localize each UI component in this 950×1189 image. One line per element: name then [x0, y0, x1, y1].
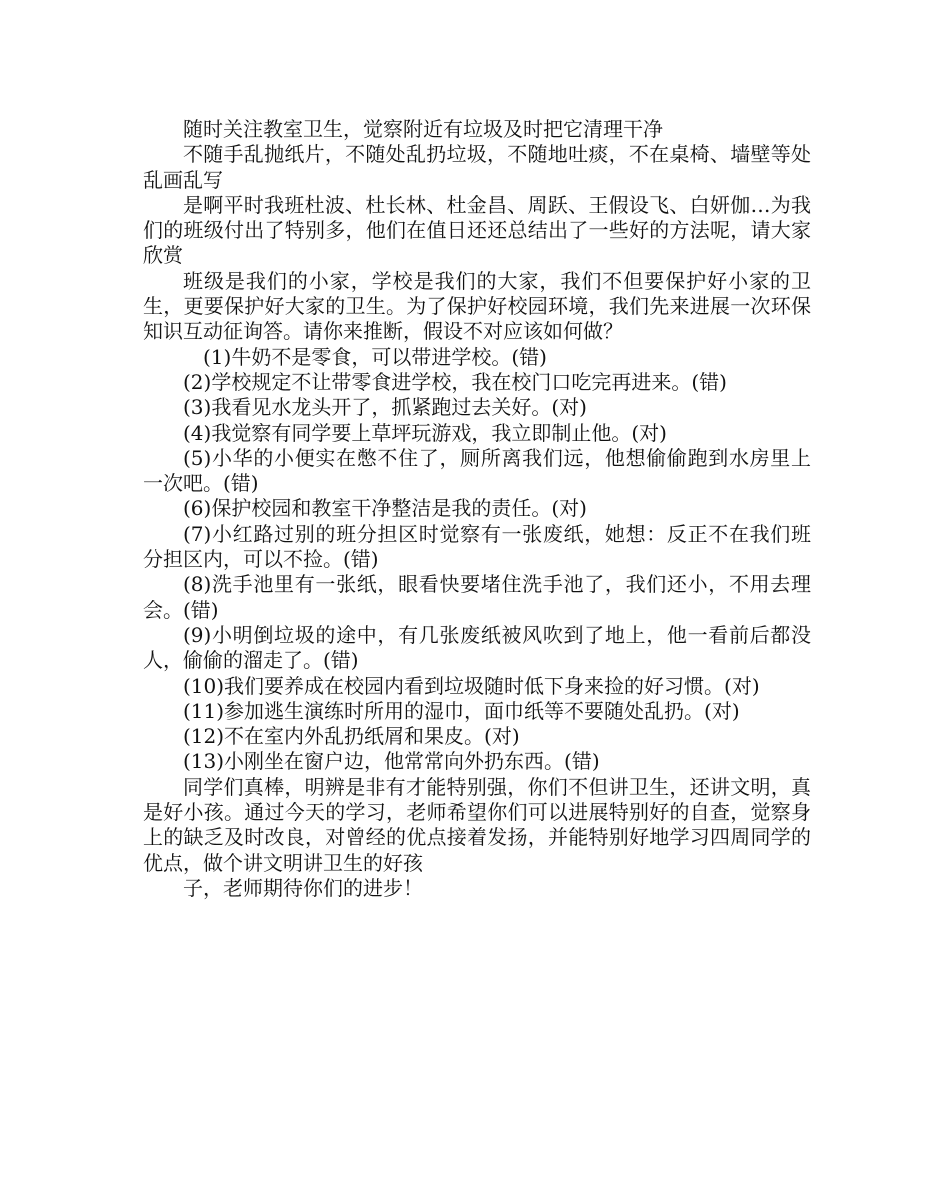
- paragraph-cleanliness: 随时关注教室卫生，觉察附近有垃圾及时把它清理干净: [183, 117, 663, 141]
- quiz-question-4: (4)我觉察有同学要上草坪玩游戏，我立即制止他。(对): [183, 420, 667, 445]
- quiz-question-1: (1)牛奶不是零食，可以带进学校。(错): [203, 344, 547, 369]
- paragraph-rules: 不随手乱抛纸片，不随处乱扔垃圾，不随地吐痰，不在桌椅、墙壁等处乱画乱写: [143, 142, 811, 192]
- quiz-question-12: (12)不在室内外乱扔纸屑和果皮。(对): [183, 724, 520, 749]
- quiz-question-3: (3)我看见水龙头开了，抓紧跑过去关好。(对): [183, 395, 587, 420]
- paragraph-closing: 同学们真棒，明辨是非有才能特别强，你们不但讲卫生，还讲文明，真是好小孩。通过今天的学习，老师希望你们可以进展特别好的自查，觉察身上的缺乏及时改良，对曾经的优点接着发扬，并能特别好地学习四周同学的优点，做个讲文明讲卫生的好孩: [143, 774, 811, 875]
- paragraph-quiz-intro: 班级是我们的小家，学校是我们的大家，我们不但要保护好小家的卫生，更要保护好大家的卫生。为了保护好校园环境，我们先来进展一次环保知识互动征询答。请你来推断，假设不对应该如何做？: [143, 268, 811, 344]
- quiz-question-9: (9)小明倒垃圾的途中，有几张废纸被风吹到了地上，他一看前后都没人，偷偷的溜走了。(错): [143, 622, 811, 673]
- quiz-question-6: (6)保护校园和教室干净整洁是我的责任。(对): [183, 496, 587, 521]
- quiz-question-8: (8)洗手池里有一张纸，眼看快要堵住洗手池了，我们还小，不用去理会。(错): [143, 572, 811, 622]
- quiz-question-7: (7)小红路过别的班分担区时觉察有一张废纸，她想：反正不在我们班分担区内，可以不捡。(错): [143, 521, 811, 572]
- paragraph-students: 是啊平时我班杜波、杜长林、杜金昌、周跃、王假设飞、白妍伽…为我们的班级付出了特别多，他们在值日还还总结出了一些好的方法呢，请大家欣赏: [143, 192, 811, 268]
- paragraph-closing-end: 子，老师期待你们的进步！: [183, 875, 423, 900]
- quiz-question-11: (11)参加逃生演练时所用的湿巾，面巾纸等不要随处乱扔。(对): [183, 698, 740, 723]
- quiz-question-2: (2)学校规定不让带零食进学校，我在校门口吃完再进来。(错): [183, 369, 727, 394]
- quiz-question-10: (10)我们要养成在校园内看到垃圾随时低下身来捡的好习惯。(对): [183, 673, 760, 698]
- quiz-question-5: (5)小华的小便实在憋不住了，厕所离我们远，他想偷偷跑到水房里上一次吧。(错): [143, 445, 811, 496]
- document-page: [143, 117, 811, 901]
- quiz-question-13: (13)小刚坐在窗户边，他常常向外扔东西。(错): [183, 749, 600, 774]
